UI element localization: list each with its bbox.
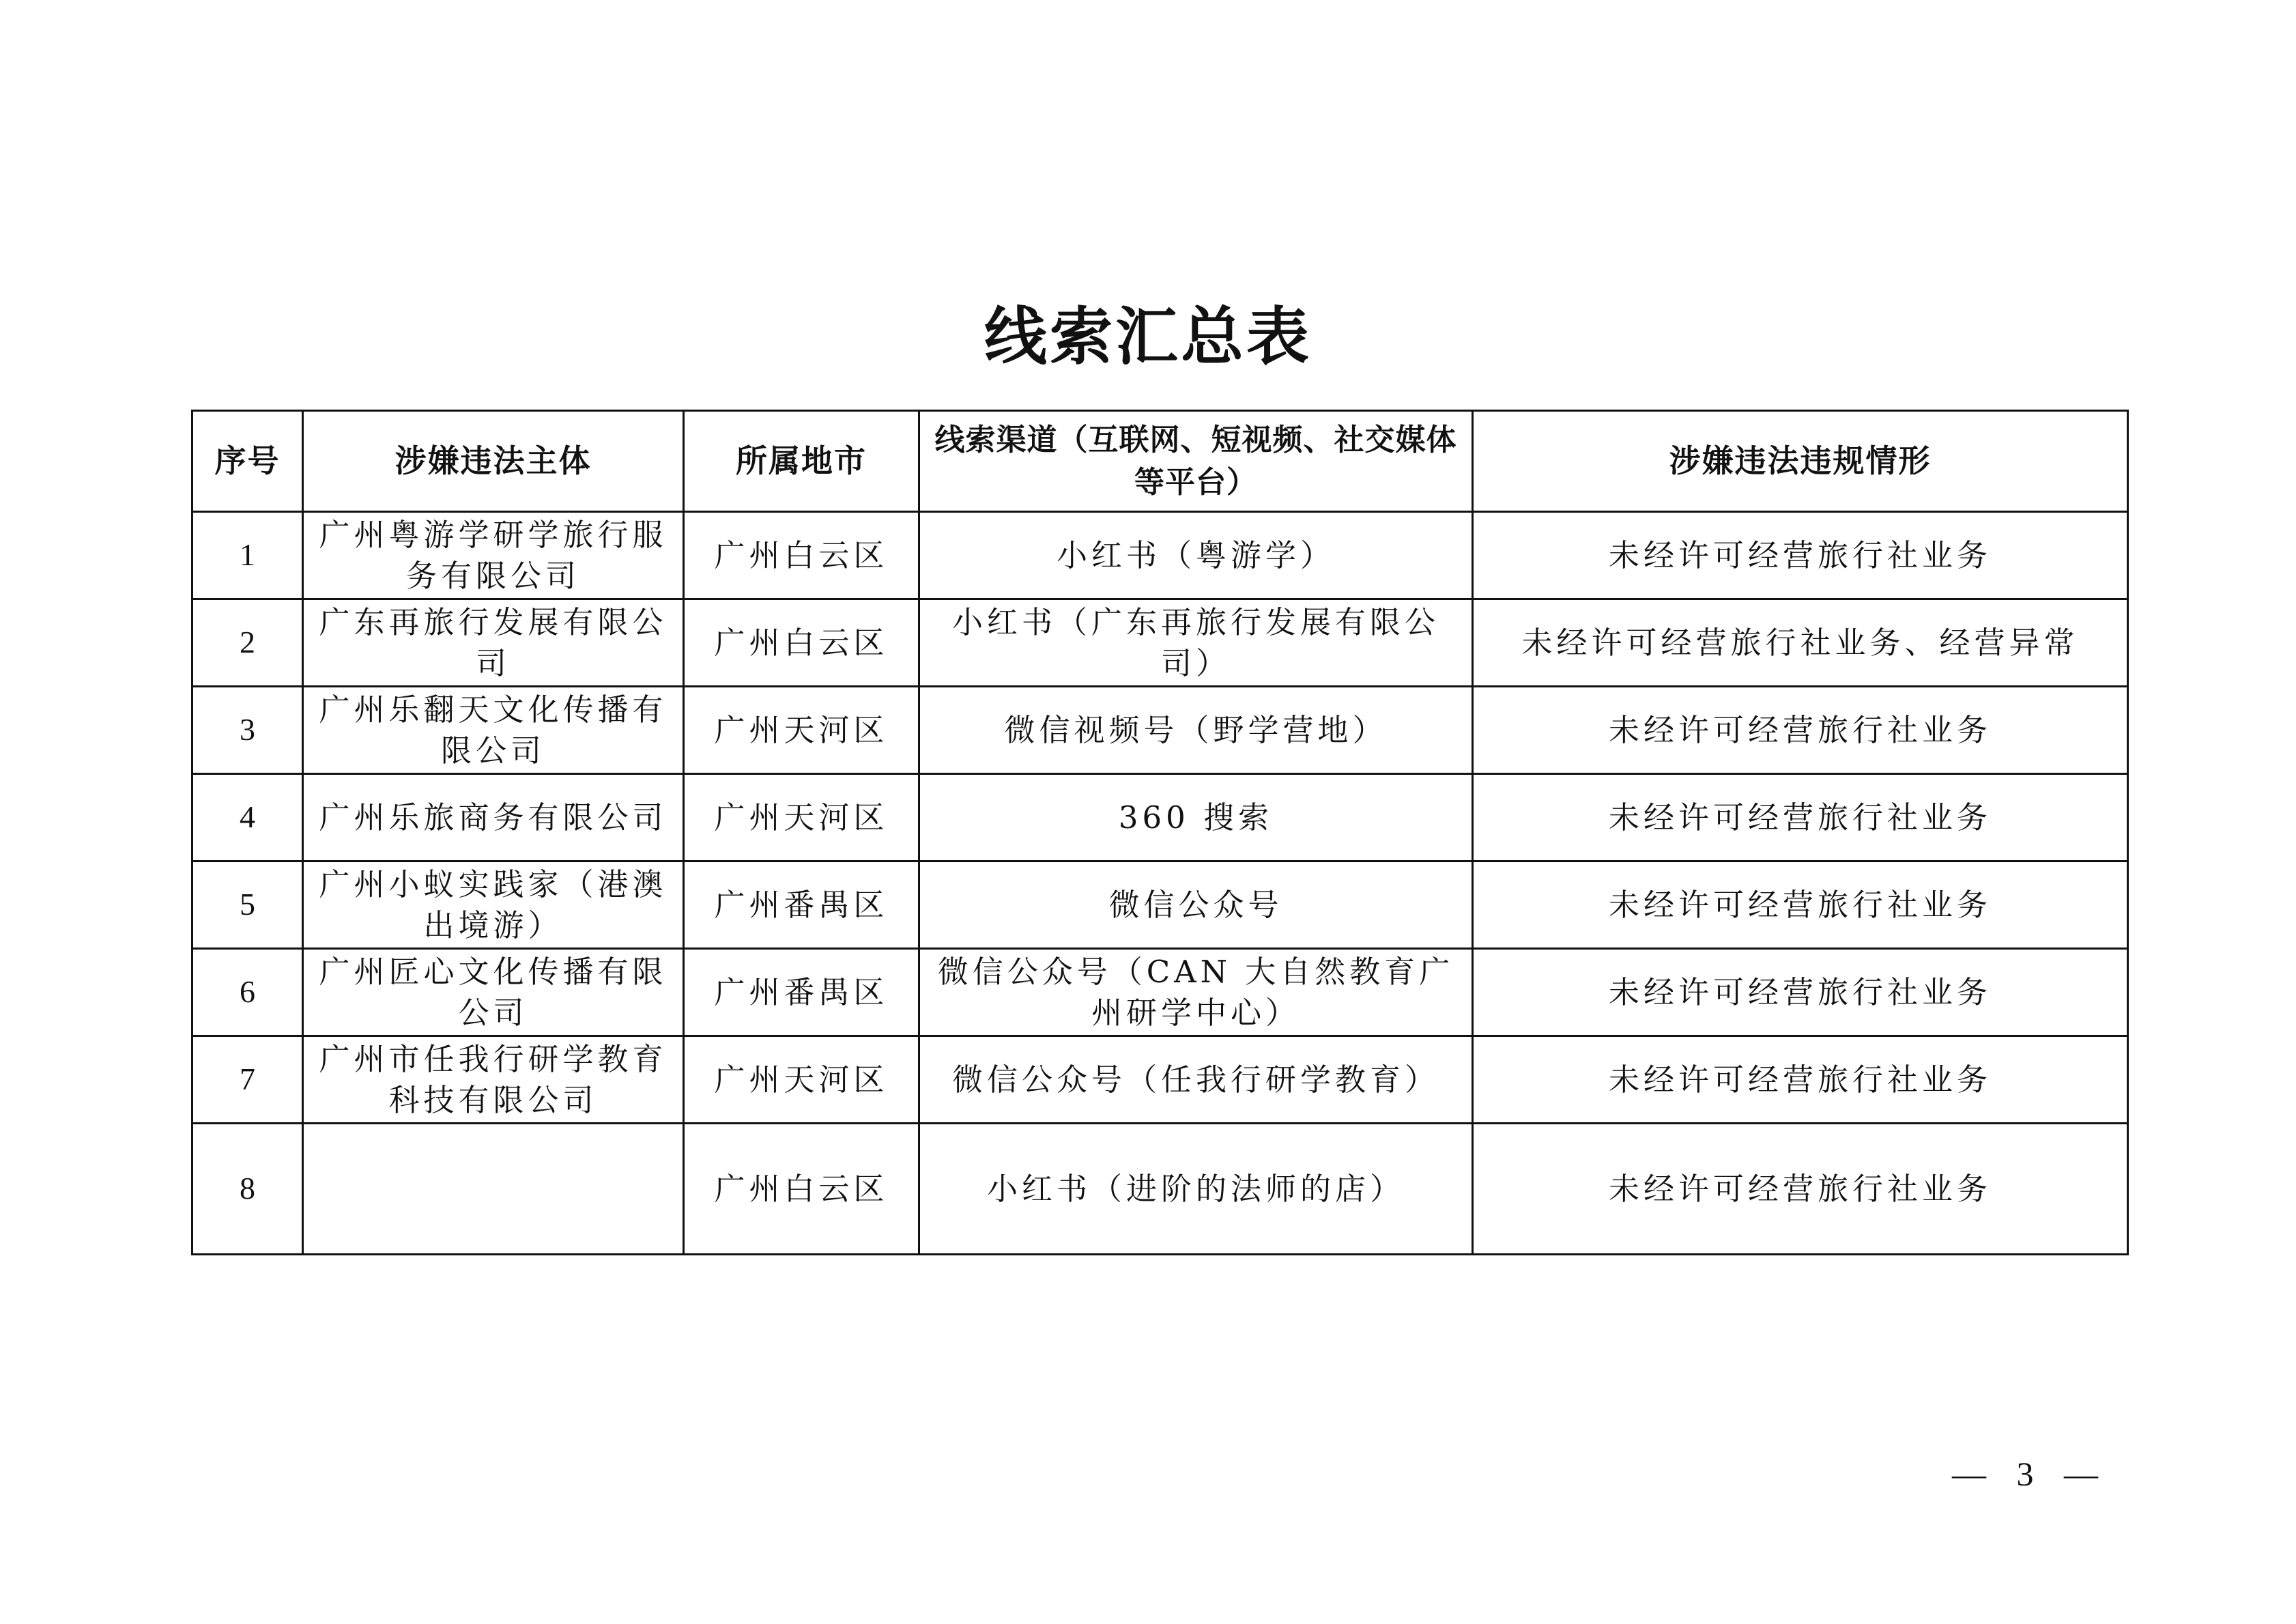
cell-entity: 广州小蚁实践家（港澳出境游）: [303, 861, 684, 949]
cell-no: 2: [192, 599, 303, 687]
cell-city: 广州白云区: [684, 512, 919, 599]
table-row: [192, 687, 2128, 774]
header-channel: 线索渠道（互联网、短视频、社交媒体等平台）: [919, 411, 1473, 512]
header-entity: 涉嫌违法主体: [303, 411, 684, 512]
cell-entity: 广州匠心文化传播有限公司: [303, 949, 684, 1036]
table-row: [192, 774, 2128, 861]
cell-channel: 小红书（广东再旅行发展有限公司）: [919, 599, 1473, 687]
cell-channel: 小红书（粤游学）: [919, 512, 1473, 599]
cell-no: 1: [192, 512, 303, 599]
cell-city: 广州白云区: [684, 1124, 919, 1255]
cell-no: 8: [192, 1124, 303, 1255]
cell-violation: 未经许可经营旅行社业务: [1473, 949, 2128, 1036]
cell-city: 广州天河区: [684, 774, 919, 861]
cell-city: 广州白云区: [684, 599, 919, 687]
cell-no: 5: [192, 861, 303, 949]
cell-violation: 未经许可经营旅行社业务: [1473, 861, 2128, 949]
cell-violation: 未经许可经营旅行社业务: [1473, 1036, 2128, 1124]
cell-violation: 未经许可经营旅行社业务: [1473, 687, 2128, 774]
header-violation: 涉嫌违法违规情形: [1473, 411, 2128, 512]
cell-channel: 360 搜索: [919, 774, 1473, 861]
cell-city: 广州番禺区: [684, 949, 919, 1036]
table-row: [192, 861, 2128, 949]
page-title: 线索汇总表: [984, 300, 1312, 373]
cell-entity: 广州乐翻天文化传播有限公司: [303, 687, 684, 774]
table-row: [192, 1036, 2128, 1124]
table-row: [192, 1124, 2128, 1255]
cell-entity: 广州市任我行研学教育科技有限公司: [303, 1036, 684, 1124]
cell-no: 4: [192, 774, 303, 861]
table-header-row: [192, 411, 2128, 512]
cell-channel: 微信公众号（任我行研学教育）: [919, 1036, 1473, 1124]
table-row: [192, 949, 2128, 1036]
cell-entity: 广州乐旅商务有限公司: [303, 774, 684, 861]
cell-channel: 小红书（进阶的法师的店）: [919, 1124, 1473, 1255]
cell-violation: 未经许可经营旅行社业务、经营异常: [1473, 599, 2128, 687]
cell-city: 广州番禺区: [684, 861, 919, 949]
table-row: [192, 599, 2128, 687]
page-number: — 3 —: [1952, 1455, 2109, 1493]
cell-channel: 微信公众号: [919, 861, 1473, 949]
cell-violation: 未经许可经营旅行社业务: [1473, 512, 2128, 599]
cell-violation: 未经许可经营旅行社业务: [1473, 774, 2128, 861]
cell-city: 广州天河区: [684, 687, 919, 774]
header-city: 所属地市: [684, 411, 919, 512]
cell-no: 3: [192, 687, 303, 774]
clue-summary-table: [191, 410, 2129, 1255]
cell-no: 6: [192, 949, 303, 1036]
header-no: 序号: [192, 411, 303, 512]
cell-entity: 广东再旅行发展有限公司: [303, 599, 684, 687]
cell-entity: [303, 1124, 684, 1255]
table-row: [192, 512, 2128, 599]
cell-no: 7: [192, 1036, 303, 1124]
cell-violation: 未经许可经营旅行社业务: [1473, 1124, 2128, 1255]
cell-city: 广州天河区: [684, 1036, 919, 1124]
cell-channel: 微信公众号（CAN 大自然教育广州研学中心）: [919, 949, 1473, 1036]
cell-entity: 广州粤游学研学旅行服务有限公司: [303, 512, 684, 599]
cell-channel: 微信视频号（野学营地）: [919, 687, 1473, 774]
